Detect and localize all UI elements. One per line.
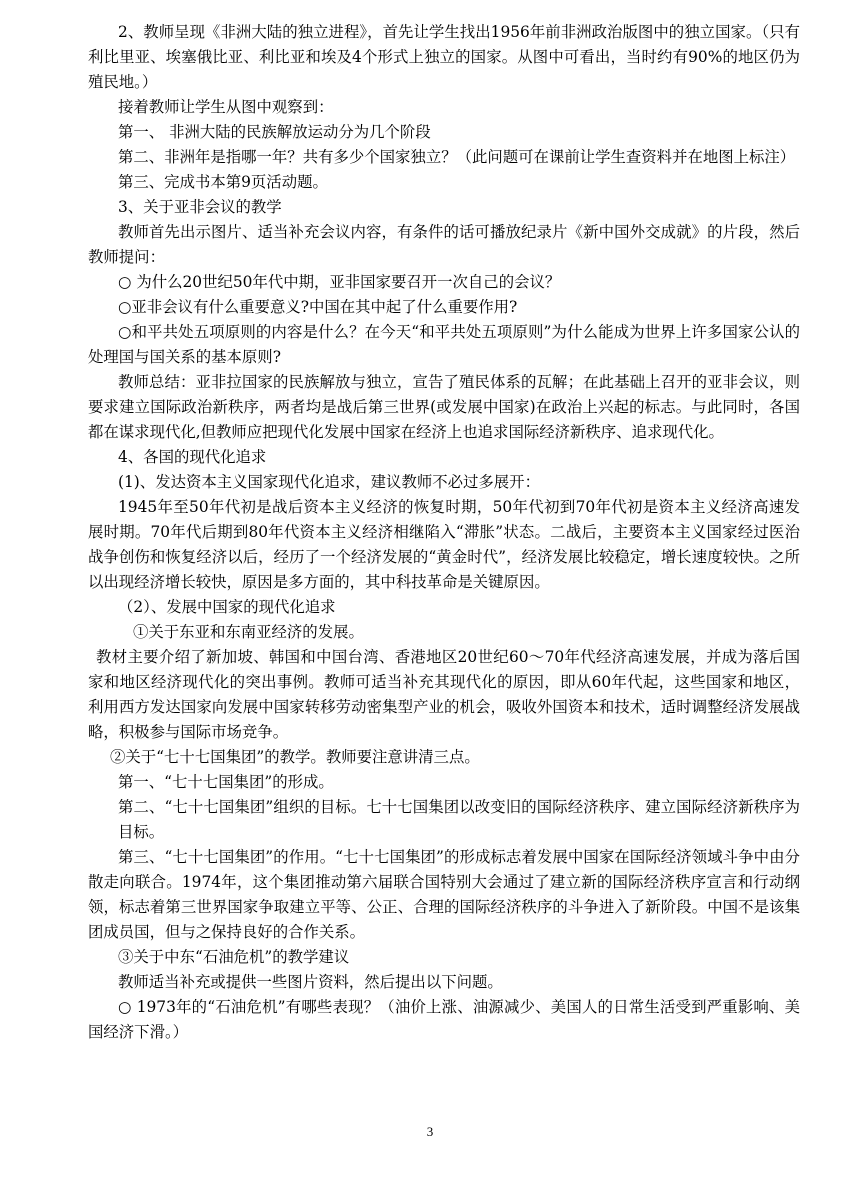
paragraph-oil-crisis-heading: ③关于中东“石油危机”的教学建议 — [118, 948, 350, 966]
page-number: 3 — [426, 1124, 434, 1139]
paragraph-question-3: 第三、完成书本第9页活动题。 — [118, 173, 328, 191]
paragraph-bandung-q2: ○亚非会议有什么重要意义?中国在其中起了什么重要作用? — [118, 298, 518, 316]
paragraph-g77-role: 第三、“七十七国集团”的作用。“七十七国集团”的形成标志着发展中国家在国际经济领域斗争中由分散走向联合。1974年，这个集团推动第六届联合国特别大会通过了建立新的国际经济秩序宣言和行动纲领，标志着第三世界国家争取建立平等、公正、合理的国际经济秩序的斗争进入了新阶段。中国不是该集团成员国，但与之保持良好的合作关系。 — [88, 848, 800, 941]
section-heading-modernization: 4、各国的现代化追求 — [118, 448, 267, 466]
paragraph-developed-countries: (1)、发达资本主义国家现代化追求，建议教师不必过多展开： — [118, 473, 540, 491]
paragraph-question-2: 第二、非洲年是指哪一年？共有多少个国家独立？（此问题可在课前让学生查资料并在地图上标注） — [118, 148, 796, 166]
paragraph-g77-goal: 第二、“七十七国集团”组织的目标。七十七国集团以改变旧的国际经济秩序、建立国际经济新秩序为目标。 — [118, 798, 800, 841]
section-heading-bandung: 3、关于亚非会议的教学 — [118, 198, 282, 216]
document-body — [88, 20, 800, 1045]
paragraph-developing-countries: （2）、发展中国家的现代化追求 — [118, 598, 336, 616]
paragraph-g77-heading: ②关于“七十七国集团”的教学。教师要注意讲清三点。 — [110, 748, 480, 766]
paragraph-east-asia-body: 教材主要介绍了新加坡、韩国和中国台湾、香港地区20世纪60～70年代经济高速发展，并成为落后国家和地区经济现代化的突出事例。教师可适当补充其现代化的原因，即从60年代起，这些国家和地区，利用西方发达国家向发展中国家转移劳动密集型产业的机会，吸收外国资本和技术，适时调整经济发展战略，积极参与国际市场竞争。 — [88, 648, 800, 741]
paragraph-bandung-intro: 教师首先出示图片、适当补充会议内容，有条件的话可播放纪录片《新中国外交成就》的片段，然后教师提问： — [88, 223, 800, 266]
paragraph-observe-intro: 接着教师让学生从图中观察到： — [118, 98, 334, 116]
paragraph-bandung-q3: ○和平共处五项原则的内容是什么？在今天“和平共处五项原则”为什么能成为世界上许多国家公认的处理国与国关系的基本原则? — [88, 323, 800, 366]
paragraph-teacher-summary: 教师总结：亚非拉国家的民族解放与独立，宣告了殖民体系的瓦解；在此基础上召开的亚非会议，则要求建立国际政治新秩序，两者均是战后第三世界(或发展中国家)在政治上兴起的标志。与此同时，各国都在谋求现代化,但教师应把现代化发展中国家在经济上也追求国际经济新秩序、追求现代化。 — [88, 373, 800, 441]
paragraph-bandung-q1: ○ 为什么20世纪50年代中期，亚非国家要召开一次自己的会议？ — [118, 273, 561, 291]
paragraph-east-asia-heading: ①关于东亚和东南亚经济的发展。 — [133, 623, 364, 641]
paragraph-capitalist-economy: 1945年至50年代初是战后资本主义经济的恢复时期，50年代初到70年代初是资本主义经济高速发展时期。70年代后期到80年代资本主义经济相继陷入“滞胀”状态。二战后，主要资本主义国家经过医治战争创伤和恢复经济以后，经历了一个经济发展的“黄金时代”，经济发展比较稳定，增长速度较快。之所以出现经济增长较快，原因是多方面的，其中科技革命是关键原因。 — [88, 498, 800, 591]
paragraph-africa-independence: 2、教师呈现《非洲大陆的独立进程》，首先让学生找出1956年前非洲政治版图中的独立国家。（只有利比里亚、埃塞俄比亚、利比亚和埃及4个形式上独立的国家。从图中可看出，当时约有90%的地区仍为殖民地。） — [88, 23, 800, 91]
paragraph-oil-crisis-question: ○ 1973年的“石油危机”有哪些表现？（油价上涨、油源减少、美国人的日常生活受到严重影响、美国经济下滑。） — [88, 998, 800, 1041]
paragraph-question-1: 第一、 非洲大陆的民族解放运动分为几个阶段 — [118, 123, 431, 141]
paragraph-g77-formation: 第一、“七十七国集团”的形成。 — [118, 773, 334, 791]
paragraph-oil-crisis-intro: 教师适当补充或提供一些图片资料，然后提出以下问题。 — [118, 973, 503, 991]
